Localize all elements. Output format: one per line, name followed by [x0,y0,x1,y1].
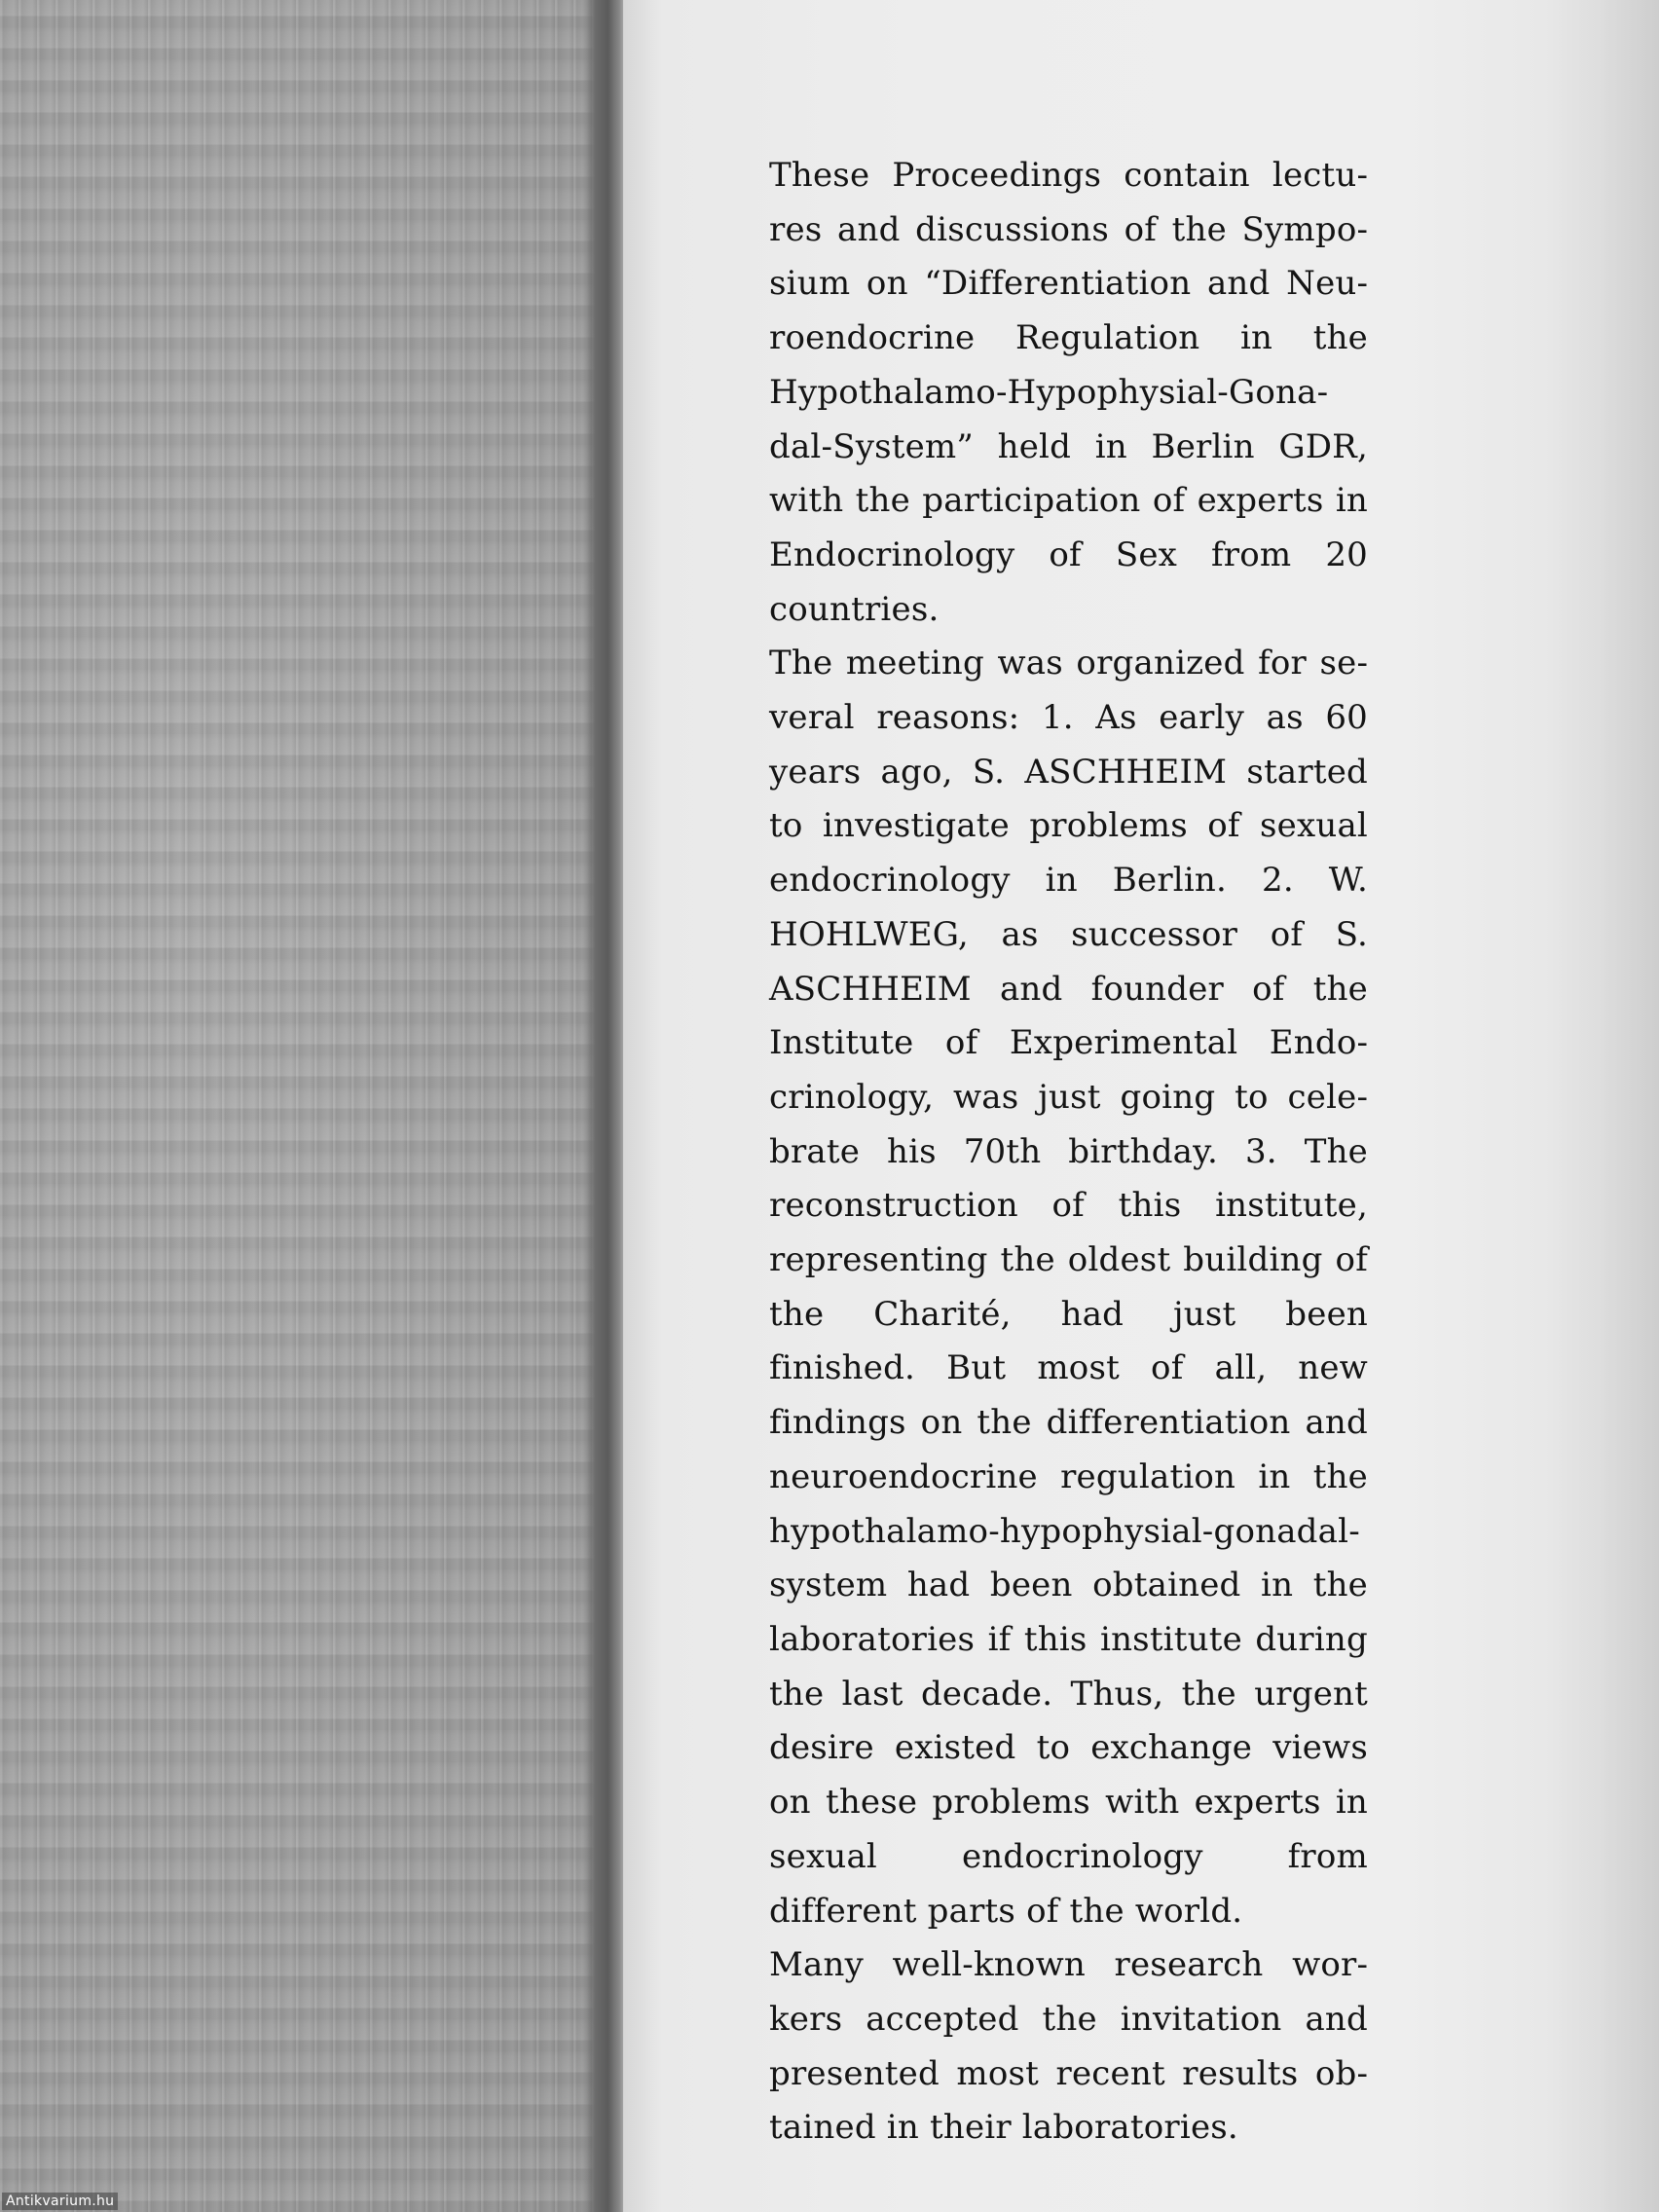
binding-shadow [582,0,629,2212]
page-edge-shading [1543,0,1659,2212]
book-cover-board [0,0,596,2212]
paragraph-participants: Many well-known research workers accepted the invitation and presented most recent results obtained in their laboratories. [769,1945,1368,2148]
paragraph-reasons: The meeting was organized for several reasons: 1. As early as 60 years ago, S. ASCHHEIM started to investigate problems of sexual endocrinology in Berlin. 2. W. HOHLWEG, as successor of S. ASCHHEIM and founder of the Institute of Experimental Endocrinology, was just going to celebrate his 70th birthday. 3. The reconstruction of this institute, representing the oldest building of the Charité, had just been finished. But most of all, new findings on the differentiation and neuroendocrine regulation in the hypothalamo-hypophysial-gonadal-system had been obtained in the laboratories if this institute during the last decade. Thus, the urgent desire existed to exchange views on these problems with experts in sexual endocrinology from different parts of the world. [769,644,1368,1931]
body-text [769,149,1368,2156]
paragraph-intro: These Proceedings contain lectures and discussions of the Symposium on “Differentiation and Neuroendocrine Regulation in the Hypothalamo-Hypophysial-Gonadal-System” held in Berlin GDR, with the participation of experts in Endocrinology of Sex from 20 countries. [769,156,1368,629]
source-watermark: Antikvarium.hu [2,2193,118,2210]
